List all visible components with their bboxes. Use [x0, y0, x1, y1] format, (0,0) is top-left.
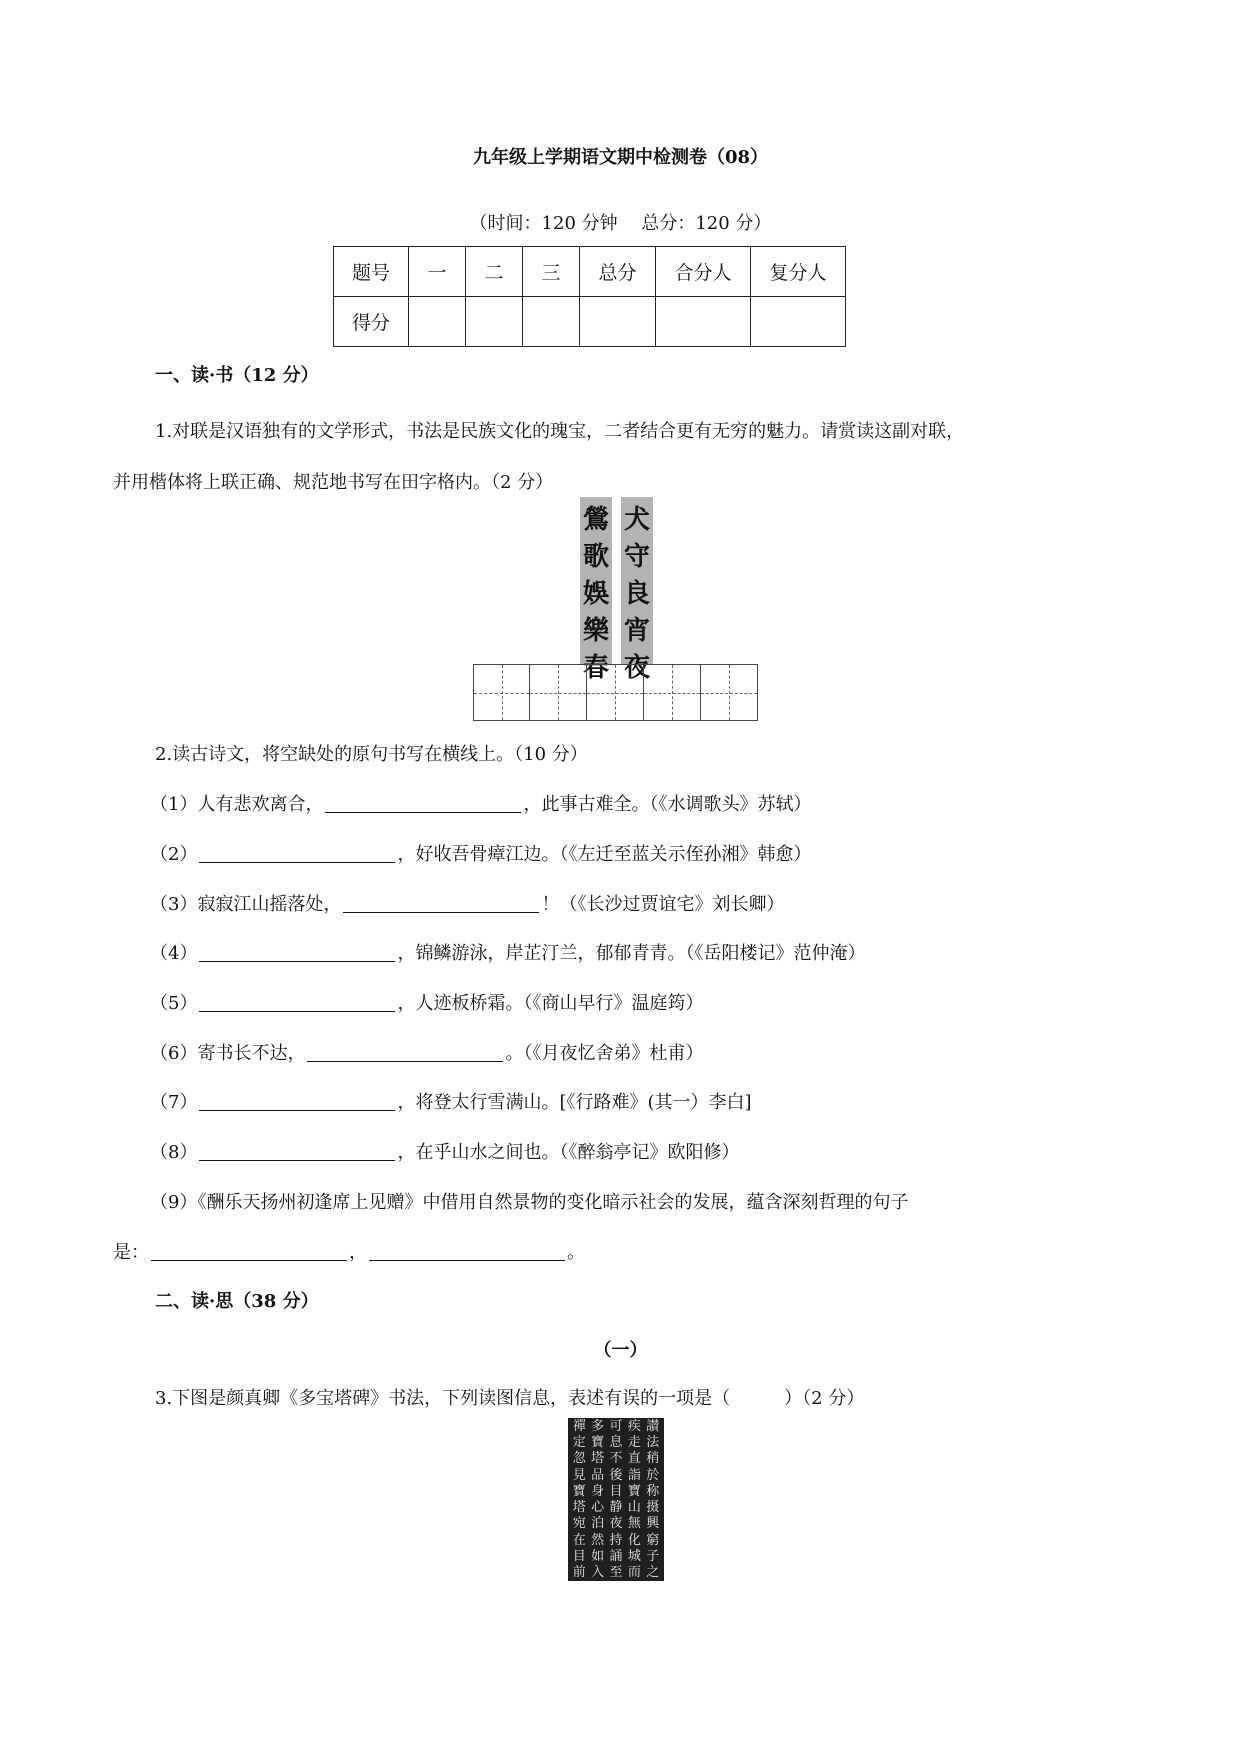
- calligraphy-rubbing-image: [568, 1418, 664, 1581]
- fill-item-9: （9）《酬乐天扬州初逢席上见赠》中借用自然景物的变化暗示社会的发展，蕴含深刻哲理的句子: [150, 1192, 909, 1213]
- answer-blank[interactable]: [199, 1090, 395, 1111]
- fill-item: [150, 1088, 752, 1114]
- item-prefix: （3）寂寂江山摇落处，: [150, 894, 342, 915]
- table-header-cell: 复分人: [751, 247, 846, 297]
- table-header-cell: 题号: [334, 247, 409, 297]
- item-suffix: ！（《长沙过贾谊宅》刘长卿）: [541, 894, 785, 915]
- fill-item: [150, 939, 865, 965]
- answer-blank[interactable]: [199, 941, 395, 962]
- item-prefix: 是：: [113, 1242, 149, 1263]
- item-prefix: （8）: [150, 1142, 198, 1163]
- score-cell[interactable]: [523, 297, 580, 347]
- fill-item: [150, 790, 811, 816]
- stele-column: 疾 走 直 詣 寶 山 無 化 城 而: [627, 1419, 641, 1580]
- item-prefix: （4）: [150, 943, 198, 964]
- couplet-upper-scroll: [580, 497, 612, 683]
- stele-column: 多 寶 塔 品 身 心 泊 然 如 入: [591, 1419, 605, 1580]
- table-row-label: 得分: [334, 297, 409, 347]
- couplet-char: 春: [582, 653, 609, 683]
- couplet-char: 歌: [582, 542, 609, 572]
- table-header-cell: 二: [466, 247, 523, 297]
- question-2-text: 2.读古诗文，将空缺处的原句书写在横线上。（10 分）: [155, 744, 588, 765]
- fill-item: [150, 1039, 703, 1065]
- answer-blank[interactable]: [325, 792, 521, 813]
- couplet-char: 犬: [623, 505, 650, 535]
- couplet-char: 良: [623, 579, 650, 609]
- item-suffix: ，将登太行雪满山。[《行路难》(其一）李白]: [397, 1092, 752, 1113]
- table-header-cell: 合分人: [656, 247, 751, 297]
- couplet-char: 夜: [623, 653, 650, 683]
- item-prefix: （1）人有悲欢离合，: [150, 794, 324, 815]
- item-suffix: ，此事古难全。（《水调歌头》苏轼）: [523, 794, 812, 815]
- couplet-char: 守: [623, 542, 650, 572]
- score-cell[interactable]: [656, 297, 751, 347]
- score-table: [333, 246, 846, 347]
- document-title: 九年级上学期语文期中检测卷（08）: [472, 147, 769, 168]
- item-suffix: 。（《月夜忆舍弟》杜甫）: [505, 1043, 704, 1064]
- tianzige-writing-grid: [473, 664, 758, 721]
- item-suffix: ，好收吾骨瘴江边。（《左迁至蓝关示侄孙湘》韩愈）: [397, 844, 812, 865]
- score-cell[interactable]: [466, 297, 523, 347]
- item-suffix: ，在乎山水之间也。（《醉翁亭记》欧阳修）: [397, 1142, 740, 1163]
- item-prefix: （6）寄书长不达，: [150, 1043, 306, 1064]
- exam-info: （时间：120 分钟 总分：120 分）: [469, 213, 772, 234]
- tianzige-cell[interactable]: [473, 664, 530, 721]
- item-prefix: （7）: [150, 1092, 198, 1113]
- couplet-char: 宵: [623, 616, 650, 646]
- item-suffix: 。: [567, 1242, 585, 1263]
- answer-blank[interactable]: [151, 1240, 347, 1261]
- item-suffix: ，人迹板桥霜。（《商山早行》温庭筠）: [397, 993, 704, 1014]
- tianzige-cell[interactable]: [644, 664, 701, 721]
- fill-item: [150, 1138, 739, 1164]
- stele-column: 可 息 不 後 目 静 夜 持 誦 至: [609, 1419, 623, 1580]
- answer-blank[interactable]: [199, 991, 395, 1012]
- answer-blank[interactable]: [307, 1041, 503, 1062]
- tianzige-cell[interactable]: [587, 664, 644, 721]
- item-prefix: （2）: [150, 844, 198, 865]
- question-3-text: 3.下图是颜真卿《多宝塔碑》书法，下列读图信息，表述有误的一项是（ ）（2 分）: [155, 1388, 865, 1409]
- table-header-cell: 总分: [580, 247, 656, 297]
- answer-blank[interactable]: [199, 842, 395, 863]
- score-cell[interactable]: [409, 297, 466, 347]
- tianzige-cell[interactable]: [530, 664, 587, 721]
- couplet-char: 鶯: [582, 505, 609, 535]
- question-1-text-cont: 并用楷体将上联正确、规范地书写在田字格内。（2 分）: [113, 472, 554, 493]
- score-table-header-row: [334, 247, 846, 297]
- couplet-lower-scroll: [621, 497, 653, 683]
- fill-item: [150, 989, 703, 1015]
- section-heading-1: 一、读·书（12 分）: [155, 365, 319, 386]
- answer-blank[interactable]: [343, 892, 539, 913]
- couplet-char: 樂: [582, 616, 609, 646]
- fill-item-9-cont: [113, 1238, 585, 1264]
- score-table-score-row: [334, 297, 846, 347]
- tianzige-cell[interactable]: [701, 664, 758, 721]
- answer-blank[interactable]: [369, 1240, 565, 1261]
- score-cell[interactable]: [580, 297, 656, 347]
- stele-column: 讃 法 稍 於 称 摄 興 窮 子 之: [646, 1419, 660, 1580]
- item-separator: ，: [349, 1242, 367, 1263]
- item-prefix: （5）: [150, 993, 198, 1014]
- part-heading: （一）: [593, 1340, 648, 1361]
- fill-item: [150, 840, 811, 866]
- item-suffix: ，锦鳞游泳，岸芷汀兰，郁郁青青。（《岳阳楼记》范仲淹）: [397, 943, 866, 964]
- section-heading-2: 二、读·思（38 分）: [155, 1291, 319, 1312]
- stele-column: 禪 定 忽 見 寶 塔 宛 在 目 前: [572, 1419, 586, 1580]
- table-header-cell: 一: [409, 247, 466, 297]
- question-1-text: 1.对联是汉语独有的文学形式，书法是民族文化的瑰宝，二者结合更有无穷的魅力。请赏读这副对联，: [155, 421, 965, 442]
- table-header-cell: 三: [523, 247, 580, 297]
- couplet-char: 娛: [582, 579, 609, 609]
- fill-item: [150, 890, 784, 916]
- answer-blank[interactable]: [199, 1140, 395, 1161]
- score-cell[interactable]: [751, 297, 846, 347]
